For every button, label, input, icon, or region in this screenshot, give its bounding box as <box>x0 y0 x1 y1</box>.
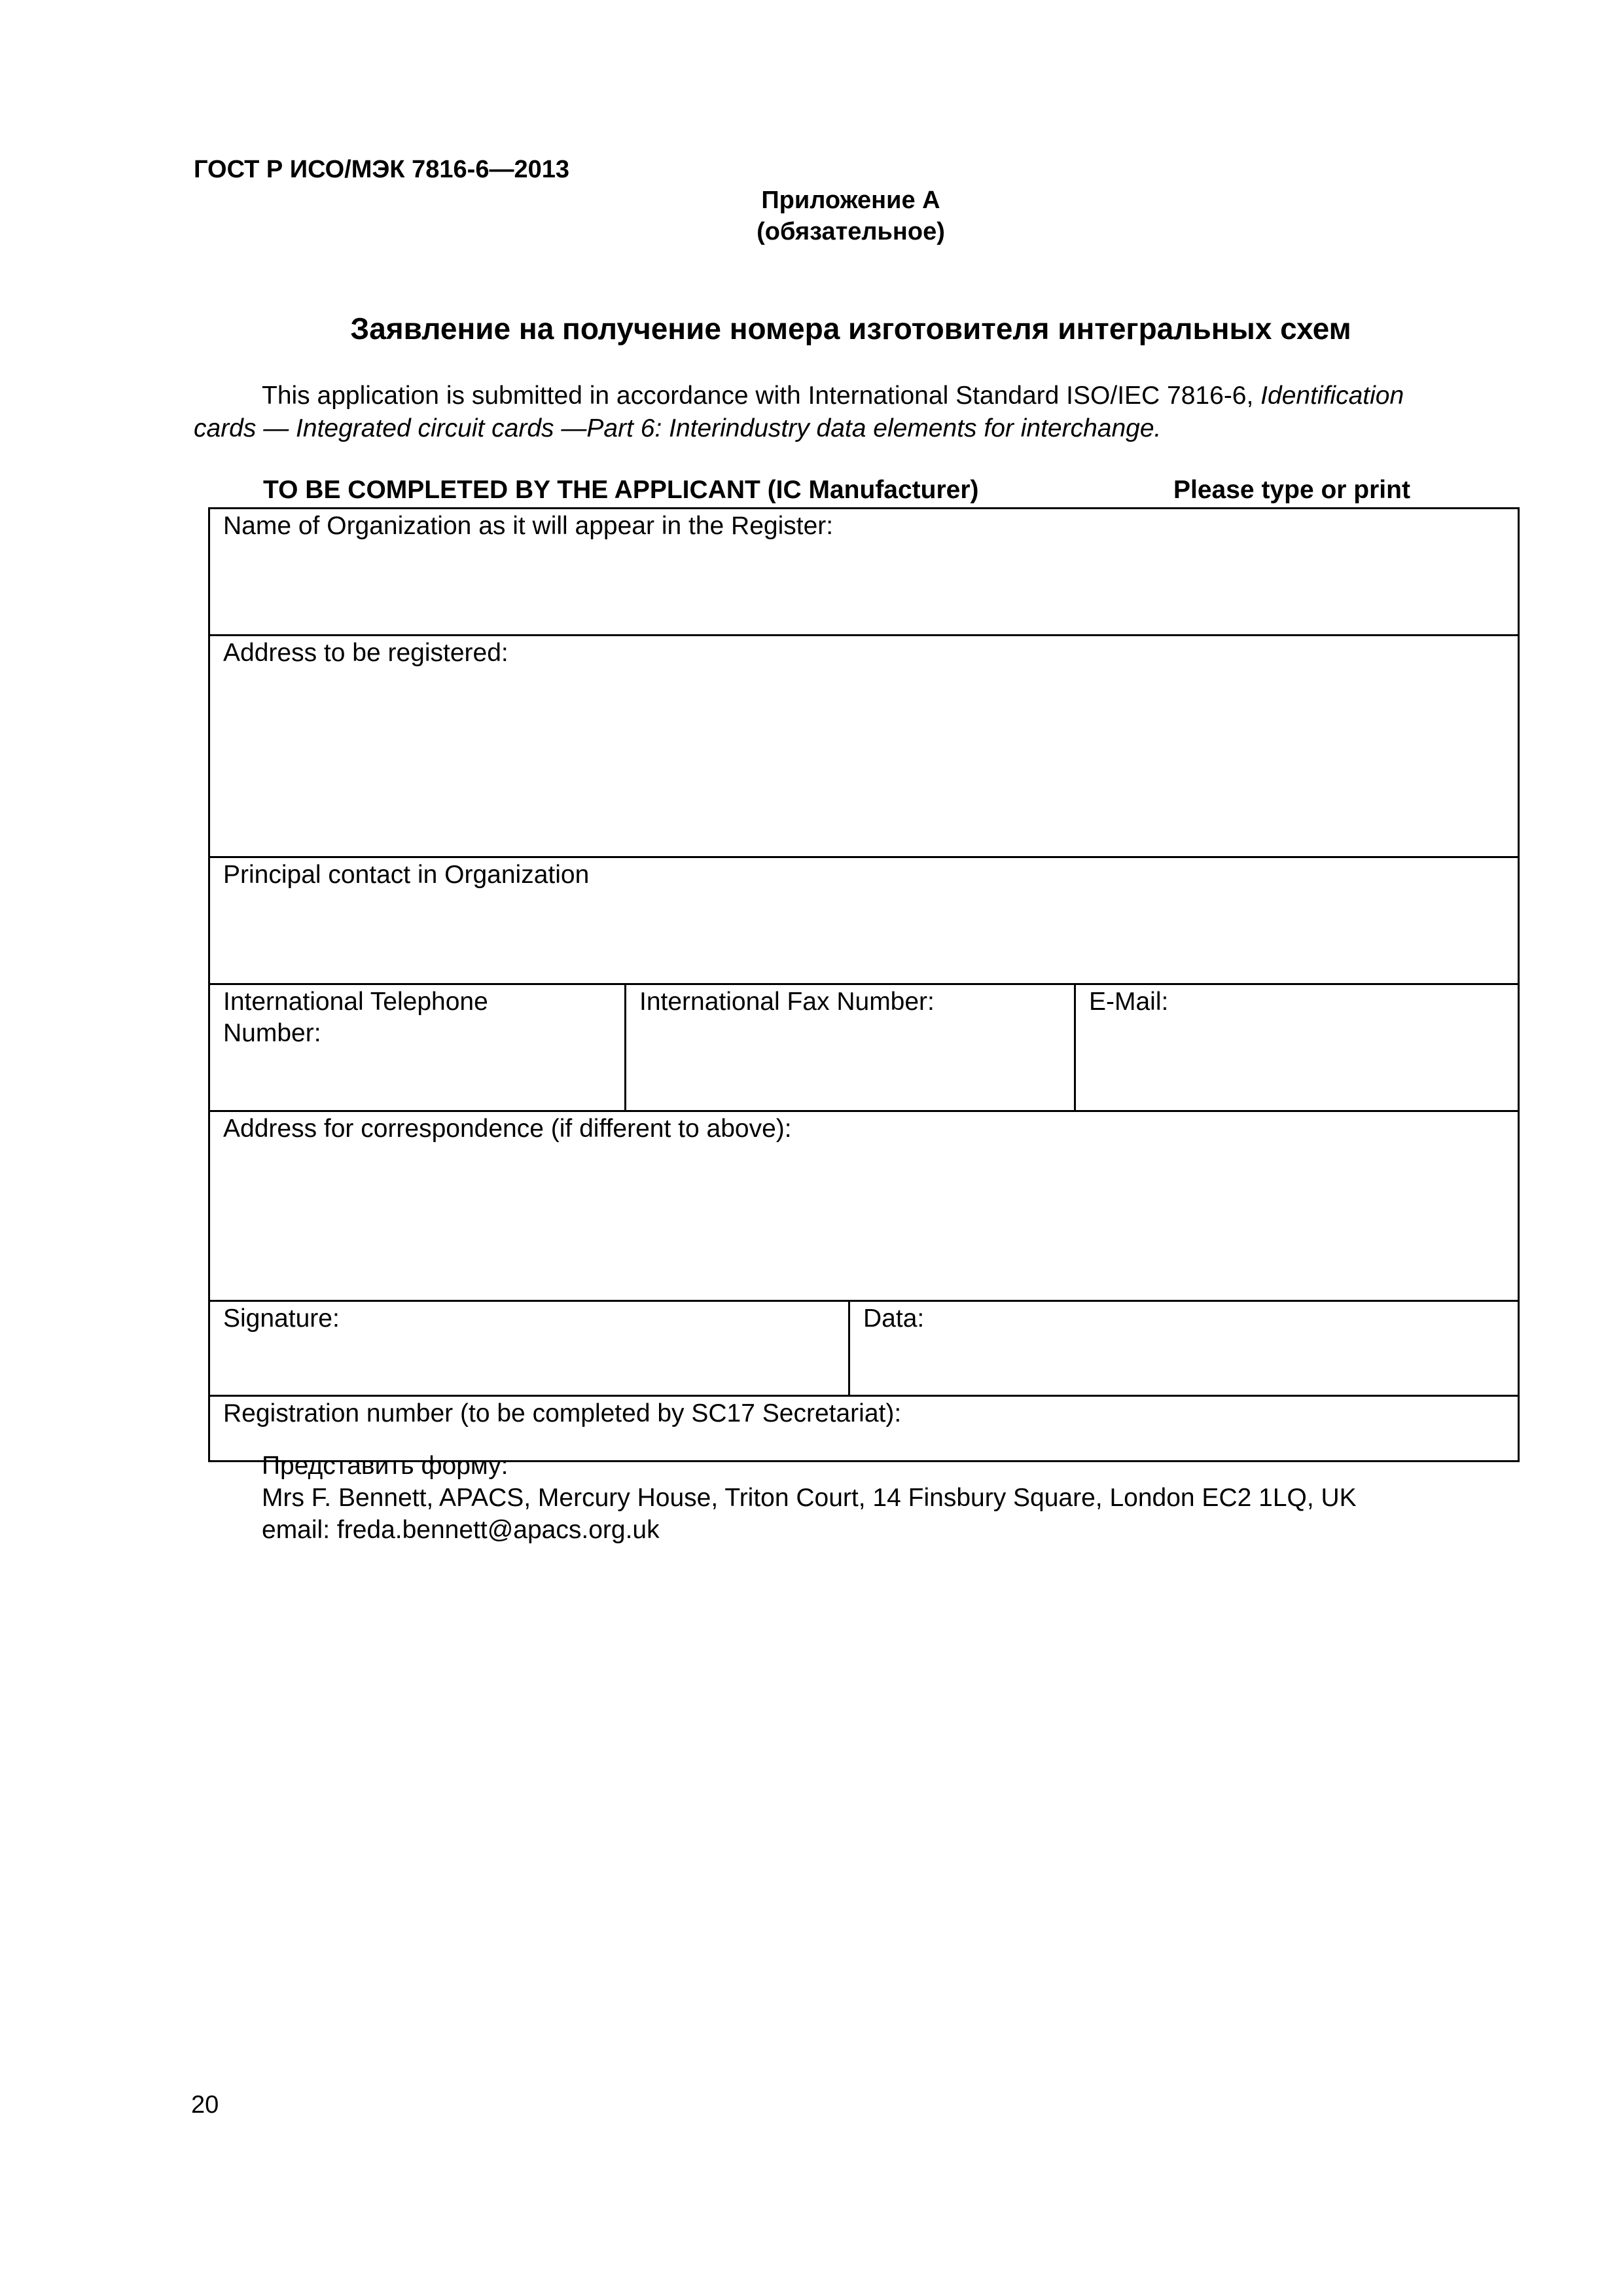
submission-note <box>262 1450 1357 1546</box>
signature-field[interactable] <box>209 1301 849 1396</box>
email-label: E-Mail: <box>1089 988 1169 1016</box>
submit-address: Mrs F. Bennett, APACS, Mercury House, Triton Court, 14 Finsbury Square, London EC2 1LQ, UK <box>262 1484 1357 1512</box>
form-header-applicant: TO BE COMPLETED BY THE APPLICANT (IC Manufacturer) <box>263 476 979 504</box>
signature-label: Signature: <box>223 1304 340 1333</box>
contact-label: Principal contact in Organization <box>223 861 590 889</box>
intro-italic-2: cards — Integrated circuit cards —Part 6: Interindustry data elements for interchange. <box>194 414 1162 442</box>
date-label: Data: <box>863 1304 925 1333</box>
date-field[interactable] <box>849 1301 1519 1396</box>
form-header-type-or-print: Please type or print <box>1173 476 1410 504</box>
annex-title: Приложение А <box>761 187 940 214</box>
phone-field[interactable] <box>209 984 626 1111</box>
document-code: ГОСТ Р ИСО/МЭК 7816-6—2013 <box>194 156 569 183</box>
phone-label-line1: International Telephone <box>223 988 488 1016</box>
phone-label-line2: Number: <box>223 1019 321 1047</box>
address-label: Address to be registered: <box>223 639 508 667</box>
intro-paragraph <box>194 380 1503 445</box>
page-title: Заявление на получение номера изготовителя интегральных схем <box>350 312 1351 346</box>
correspondence-address-field[interactable] <box>209 1111 1519 1301</box>
address-field[interactable] <box>209 636 1519 857</box>
application-form-table <box>208 507 1520 1462</box>
contact-field[interactable] <box>209 857 1519 984</box>
intro-text: This application is submitted in accordance with International Standard ISO/IEC 7816-6, <box>262 382 1261 410</box>
correspondence-label: Address for correspondence (if different to above): <box>223 1115 792 1143</box>
org-name-label: Name of Organization as it will appear in the Register: <box>223 512 834 540</box>
submit-line-1: Представить форму: <box>262 1452 508 1480</box>
page-number: 20 <box>191 2091 219 2119</box>
registration-label: Registration number (to be completed by SC17 Secretariat): <box>223 1399 902 1427</box>
annex-note: (обязательное) <box>757 218 945 245</box>
fax-label: International Fax Number: <box>639 988 935 1016</box>
email-field[interactable] <box>1075 984 1519 1111</box>
submit-email: email: freda.bennett@apacs.org.uk <box>262 1516 660 1544</box>
intro-italic-1: Identification <box>1260 382 1404 410</box>
fax-field[interactable] <box>626 984 1075 1111</box>
org-name-field[interactable] <box>209 509 1519 636</box>
